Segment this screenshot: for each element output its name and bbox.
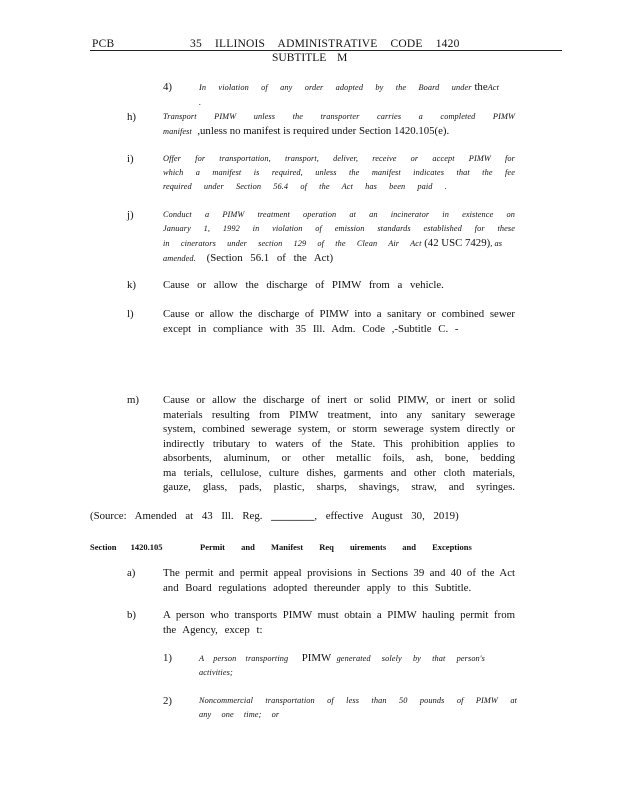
item-text-rest: ,unless no manifest is required under Section 1420.105(e). [197,125,450,137]
item-line: and Board regulations adopted thereunder apply to this Subtitle. [163,581,472,594]
source-note [90,509,490,524]
item-text-rest: (42 USC 7429) [424,237,491,249]
item-text-mid: PIMW [301,652,332,664]
source-pre: (Source: Amended at 43 Ill. Reg. [90,510,263,522]
item-label: i) [127,153,134,165]
item-label: 1) [163,652,172,664]
item-label: a) [127,567,136,579]
section-title: Permit and Manifest Req uirements and Exceptions [200,542,472,552]
item-line: required under Section 56.4 of the Act has been paid . [163,182,447,191]
item-line: the Agency, excep t: [163,623,263,636]
item-line: Cause or allow the discharge of PIMW into a sanitary or combined sewer [163,308,515,320]
item-text-end: , as [490,239,503,248]
section-number: Section 1420.105 [90,542,163,552]
item-line: Offer for transportation, transport, deliver, receive or accept PIMW for [163,154,515,163]
item-label: j) [127,209,134,221]
item-line: Noncommercial transportation of less than 50 pounds of PIMW at [199,696,517,705]
header-rule [90,50,562,51]
header-agency: PCB [92,38,115,50]
header-code-title: 35 ILLINOIS ADMINISTRATIVE CODE 1420 [190,38,460,50]
header-subtitle: SUBTITLE M [272,52,348,64]
item-label: l) [127,308,134,320]
item-line: except in compliance with 35 Ill. Adm. Code ,-Subtitle C. - [163,322,459,335]
item-line: Conduct a PIMW treatment operation at an incinerator in existence on [163,210,515,219]
item-label: m) [127,394,139,406]
item-label: 4) [163,81,172,93]
source-post: , effective August 30, 2019) [314,510,459,522]
item-line: Cause or allow the discharge of inert or solid PIMW, or inert or solid [163,394,515,406]
item-text-small: amended. [163,254,196,263]
item-line: ma terials, cellulose, culture dishes, garments and other cloth materials, [163,466,515,479]
item-line: materials resulting from PIMW treatment, into any sanitary sewerage [163,408,515,421]
item-label: b) [127,609,136,621]
item-line: which a manifest is required, unless the manifest indicates that the fee [163,168,515,177]
item-line [199,651,517,666]
item-line: system, combined sewerage system, or storm sewerage system directly or [163,423,515,435]
item-line: gauze, glass, pads, plastic, sharps, shavings, straw, and syringes. [163,481,515,493]
item-line: The permit and permit appeal provisions in Sections 39 and 40 of the Act [163,567,515,579]
item-line: activities; [199,668,233,677]
item-label: h) [127,111,136,123]
item-text-small-tail: Act . [199,83,499,107]
item-text [199,80,499,110]
item-line [163,124,515,139]
item-line [163,251,515,266]
item-text-small: generated solely by that person's [336,654,486,663]
item-line: any one time; or [199,710,280,719]
source-blank: ________ [271,510,315,522]
item-line: Transport PIMW unless the transporter carries a completed PIMW [163,112,515,121]
item-line: absorbents, aluminum, or other metallic foils, ash, bone, bedding [163,452,515,464]
item-text-small: manifest [163,127,192,136]
item-label: 2) [163,695,172,707]
item-line: indirectly tributary to waters of the State. This prohibition applies to [163,437,515,450]
item-text-tail: the [474,81,488,93]
item-line: January 1, 1992 in violation of emission standards established for these [163,224,515,233]
item-text-small: in cinerators under section 129 of the Clean Air Act [163,239,422,248]
item-line: Cause or allow the discharge of PIMW from a vehicle. [163,279,444,291]
item-text-small: A person transporting [199,654,289,663]
item-text-small: In violation of any order adopted by the Board under [199,83,472,92]
item-line [163,236,515,251]
item-text-rest: (Section 56.1 of the Act) [206,252,334,264]
item-line: A person who transports PIMW must obtain a PIMW hauling permit from [163,609,515,621]
item-label: k) [127,279,136,291]
section-heading [90,540,530,555]
